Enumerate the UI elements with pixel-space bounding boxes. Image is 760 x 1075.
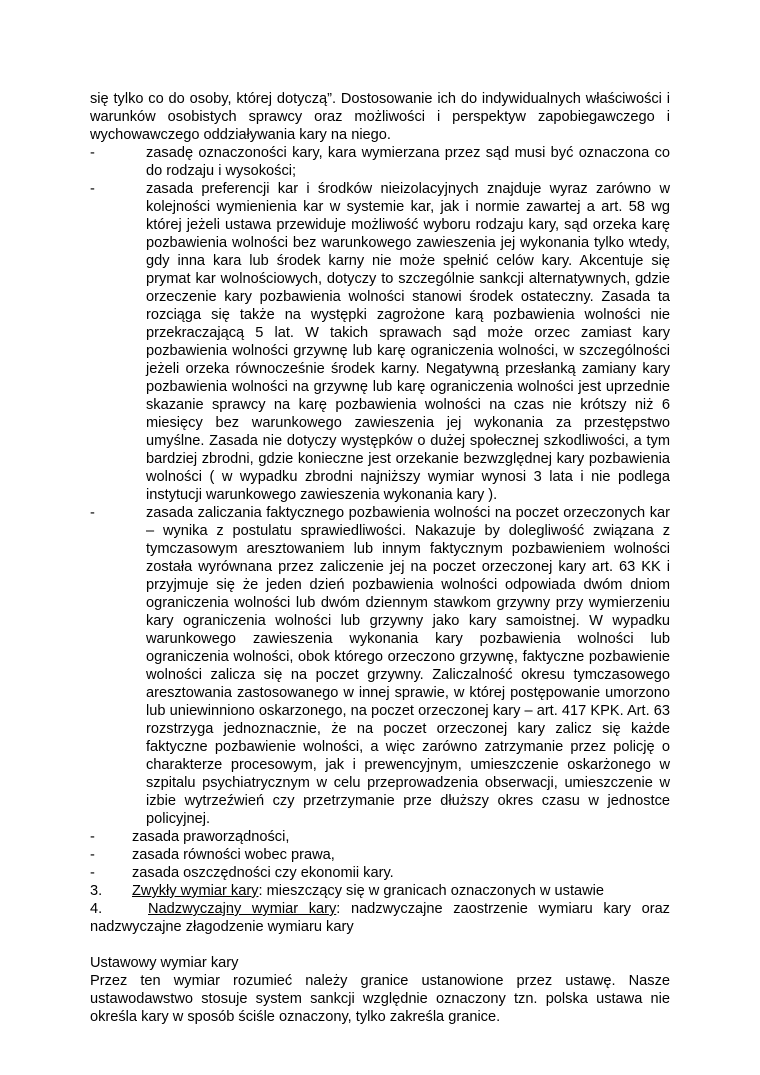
list-item-economy [90,864,670,882]
list-item-equality [90,846,670,864]
paragraph-statutory: Przez ten wymiar rozumieć należy granice ustanowione przez ustawę. Nasze ustawodawstwo stosuje system sankcji względnie oznaczony tzn. polska ustawa nie określa kary w sposób ściśle oznaczony, tylko zakreśla granice. [90,973,670,1025]
item-number: 4. [90,901,103,917]
item-term: Nadzwyczajny wymiar kary [148,901,337,917]
spacer [90,936,670,954]
item-number: 3. [90,883,103,899]
item-text [132,882,670,900]
list-item-text: zasada równości wobec prawa, [132,847,335,863]
document-text [90,90,670,1026]
list-dash: - [90,181,95,197]
list-item-non-isolation [90,180,670,504]
list-item-legality [90,828,670,846]
list-item-text: zasada zaliczania faktycznego pozbawienia wolności na poczet orzeczonych kar – wynika z postulatu sprawiedliwości. Nakazuje by dolegliwość związana z tymczasowym aresztowaniem lub innym faktycznym pozbawieniem wolności została wyrównana przez zaliczenie jej na poczet orzeczonej kary art. 63 KK i przyjmuje się że jeden dzień pozbawienia wolności odpowiada dwóm dniom ograniczenia wolności lub dwóm dziennym stawkom grzywny przy wymierzeniu kary ograniczenia wolności lub grzywny jako kary samoistnej. W wypadku warunkowego zawieszenia wykonania kary pozbawienia wolności lub ograniczenia wolności, obok którego orzeczono grzywnę, faktyczne pozbawienie wolności zalicza się na poczet grzywny. Zaliczalność okresu tymczasowego aresztowania zastosowanego w innej sprawie, w której postępowanie umorzono lub uniewinniono oskarzonego, na poczet orzeczonej kary – art. 417 KPK. Art. 63 rozstrzyga jednoznacznie, że na poczet orzeczonej kary zalicz się każde faktyczne pozbawienie wolności, a więc zarówno zatrzymanie przez policję o charakterze procesowym, jak i prewencyjnym, umieszczenie oskarżonego w szpitalu psychiatrycznym w celu przeprowadzenia obserwacji, umieszczenie w izbie wytrzeźwień czy przetrzymanie prze dłuższy okres czasu w jednostce policyjnej. [146,505,670,827]
list-dash: - [90,829,95,845]
list-dash: - [90,145,95,161]
numbered-item-3 [90,882,670,900]
list-dash: - [90,847,95,863]
paragraph-continuation: się tylko co do osoby, której dotyczą”. Dostosowanie ich do indywidualnych właściwości i warunków osobistych sprawcy oraz możliwości i perspektyw zapobiegawczego i wychowawczego oddziaływania kary na niego. [90,91,670,143]
list-item-text: zasada praworządności, [132,829,290,845]
list-dash: - [90,865,95,881]
item-description: : nadzwyczajne zaostrzenie wymiaru kary oraz nadzwyczajne złagodzenie wymiaru kary [90,901,670,935]
list-item-text: zasadę oznaczoności kary, kara wymierzana przez sąd musi być oznaczona co do rodzaju i wysokości; [146,145,670,179]
list-dash: - [90,505,95,521]
numbered-item-4 [90,900,670,936]
list-item-designation [90,144,670,180]
item-description: : mieszczący się w granicach oznaczonych w ustawie [258,883,605,899]
list-item-text: zasada preferencji kar i środków nieizolacyjnych znajduje wyraz zarówno w kolejności wymienienia kar w systemie kar, jak i normie zawartej a art. 58 wg której jeżeli ustawa przewiduje możliwość wyboru rodzaju kary, sąd orzeka karę pozbawienia wolności bez warunkowego zawieszenia jej wykonania tylko wtedy, gdy inna kara lub środek karny nie może spełnić celów kary. Akcentuje się prymat kar wolnościowych, dotyczy to szczególnie sankcji alternatywnych, gdzie orzeczenie kary pozbawienia wolności stanowi środek ostateczny. Zasada ta rozciąga się także na występki zagrożone karą pozbawienia wolności nie przekraczającą 5 lat. W takich sprawach sąd może orzec zamiast kary pozbawienia wolności grzywnę lub karę ograniczenia wolności, w szczególności jeżeli orzeka równocześnie środek karny. Negatywną przesłanką zamiany kary pozbawienia wolności na grzywnę lub karę ograniczenia wolności jest uprzednie skazanie sprawcy na karę pozbawienia wolności na czas nie krótszy niż 6 miesięcy bez warunkowego zawieszenia jej wykonania za przestępstwo umyślne. Zasada nie dotyczy występków o dużej społecznej szkodliwości, a tym bardziej zbrodni, gdzie konieczne jest orzekanie bezwzględnej kary pozbawienia wolności ( w wypadku zbrodni najniższy wymiar wynosi 3 lata i nie podlega instytucji warunkowego zawieszenia wykonania kary ). [146,181,670,503]
section-heading: Ustawowy wymiar kary [90,955,239,971]
list-item-crediting [90,504,670,828]
item-term: Zwykły wymiar kary [132,883,259,899]
list-item-text: zasada oszczędności czy ekonomii kary. [132,865,394,881]
